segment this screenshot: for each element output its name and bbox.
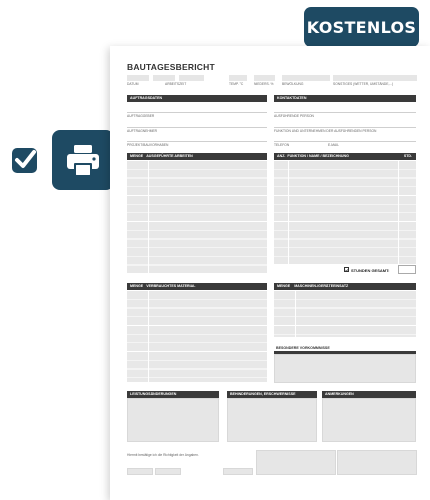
header-kontaktdaten: KONTAKTDATEN bbox=[274, 95, 416, 102]
cloud-field[interactable] bbox=[282, 75, 330, 81]
arbeiten-table[interactable] bbox=[127, 161, 267, 273]
document-title: BAUTAGESBERICHT bbox=[127, 62, 215, 72]
total-hours-check-icon[interactable] bbox=[344, 267, 349, 272]
leistungsaenderungen-field[interactable] bbox=[127, 398, 219, 442]
total-hours-field[interactable] bbox=[398, 265, 416, 274]
label-auftragnehmer: AUFTRAGNEHMER bbox=[127, 129, 158, 133]
header-arbeiten: MENGE AUSGEFÜHRTE ARBEITEN bbox=[127, 153, 267, 160]
misc-field[interactable] bbox=[333, 75, 417, 81]
personal-table[interactable] bbox=[274, 161, 416, 264]
header-auftragsdaten: AUFTRAGSDATEN bbox=[127, 95, 267, 102]
date-field[interactable] bbox=[127, 75, 149, 81]
top-label-precip: NIEDERS. % bbox=[254, 82, 274, 86]
field-line bbox=[127, 127, 267, 128]
print-button[interactable] bbox=[52, 130, 114, 190]
header-anmerkungen: ANMERKUNGEN bbox=[322, 391, 416, 398]
column-divider bbox=[295, 291, 296, 337]
field-line bbox=[274, 112, 416, 113]
label-ausfuehrende-person: AUSFÜHRENDE PERSON bbox=[274, 114, 314, 118]
field-line bbox=[127, 141, 267, 142]
field-line bbox=[274, 141, 416, 142]
header-leistungsaenderungen: LEISTUNGSÄNDERUNGEN bbox=[127, 391, 219, 398]
signature-field-2[interactable] bbox=[337, 450, 417, 475]
label-email: E-MAIL bbox=[328, 143, 339, 147]
column-divider bbox=[398, 161, 399, 264]
anmerkungen-field[interactable] bbox=[322, 398, 416, 442]
material-table[interactable] bbox=[127, 291, 267, 382]
header-maschinen: MENGE MASCHINEN-/GERÄTEEINSATZ bbox=[274, 283, 416, 290]
top-label-worktime: ARBEITSZEIT bbox=[165, 82, 187, 86]
header-personal: ANZ. FUNKTION / NAME / BEZEICHNUNG STD. bbox=[274, 153, 416, 160]
field-line bbox=[274, 127, 416, 128]
top-label-misc: SONSTIGES (WETTER, UMSTÄNDE,...) bbox=[333, 82, 394, 86]
header-behinderungen: BEHINDERUNGEN, ERSCHWERNISSE bbox=[227, 391, 317, 398]
total-hours-label: STUNDEN GESAMT: bbox=[351, 267, 390, 273]
top-label-temp: TEMP. °C bbox=[229, 82, 244, 86]
kostenlos-badge: KOSTENLOS bbox=[304, 7, 419, 47]
check-icon[interactable] bbox=[12, 148, 37, 173]
top-label-cloud: BEWÖLKUNG bbox=[282, 82, 304, 86]
worktime-field-end[interactable] bbox=[179, 75, 204, 81]
top-label-date: DATUM bbox=[127, 82, 139, 86]
printer-icon bbox=[65, 142, 101, 178]
name-field-footer[interactable] bbox=[223, 468, 253, 475]
header-material: MENGE VERBRAUCHTES MATERIAL bbox=[127, 283, 267, 290]
field-line bbox=[127, 112, 267, 113]
behinderungen-field[interactable] bbox=[227, 398, 317, 442]
column-divider bbox=[148, 161, 149, 273]
label-auftraggeber: AUFTRAGGEBER bbox=[127, 114, 155, 118]
column-divider bbox=[288, 161, 289, 264]
vorkommnisse-field[interactable] bbox=[274, 354, 416, 383]
vorkommnisse-label: BESONDERE VORKOMMNISSE bbox=[276, 346, 330, 350]
label-funktion-unternehmen: FUNKTION UND UNTERNEHMEN DER AUSFÜHRENDEN PERSON bbox=[274, 129, 377, 133]
label-projekt: PROJEKT/BAUVORHABEN bbox=[127, 143, 169, 147]
signature-field-1[interactable] bbox=[256, 450, 336, 475]
worktime-field-start[interactable] bbox=[153, 75, 175, 81]
date-field-footer[interactable] bbox=[127, 468, 153, 475]
report-document bbox=[110, 46, 430, 500]
temperature-field[interactable] bbox=[229, 75, 247, 81]
column-divider bbox=[148, 291, 149, 382]
maschinen-table[interactable] bbox=[274, 291, 416, 337]
confirm-text: Hiermit bestätige ich die Richtigkeit der Angaben. bbox=[127, 453, 199, 457]
label-telefon: TELEFON bbox=[274, 143, 290, 147]
place-field-footer[interactable] bbox=[155, 468, 181, 475]
precipitation-field[interactable] bbox=[254, 75, 275, 81]
